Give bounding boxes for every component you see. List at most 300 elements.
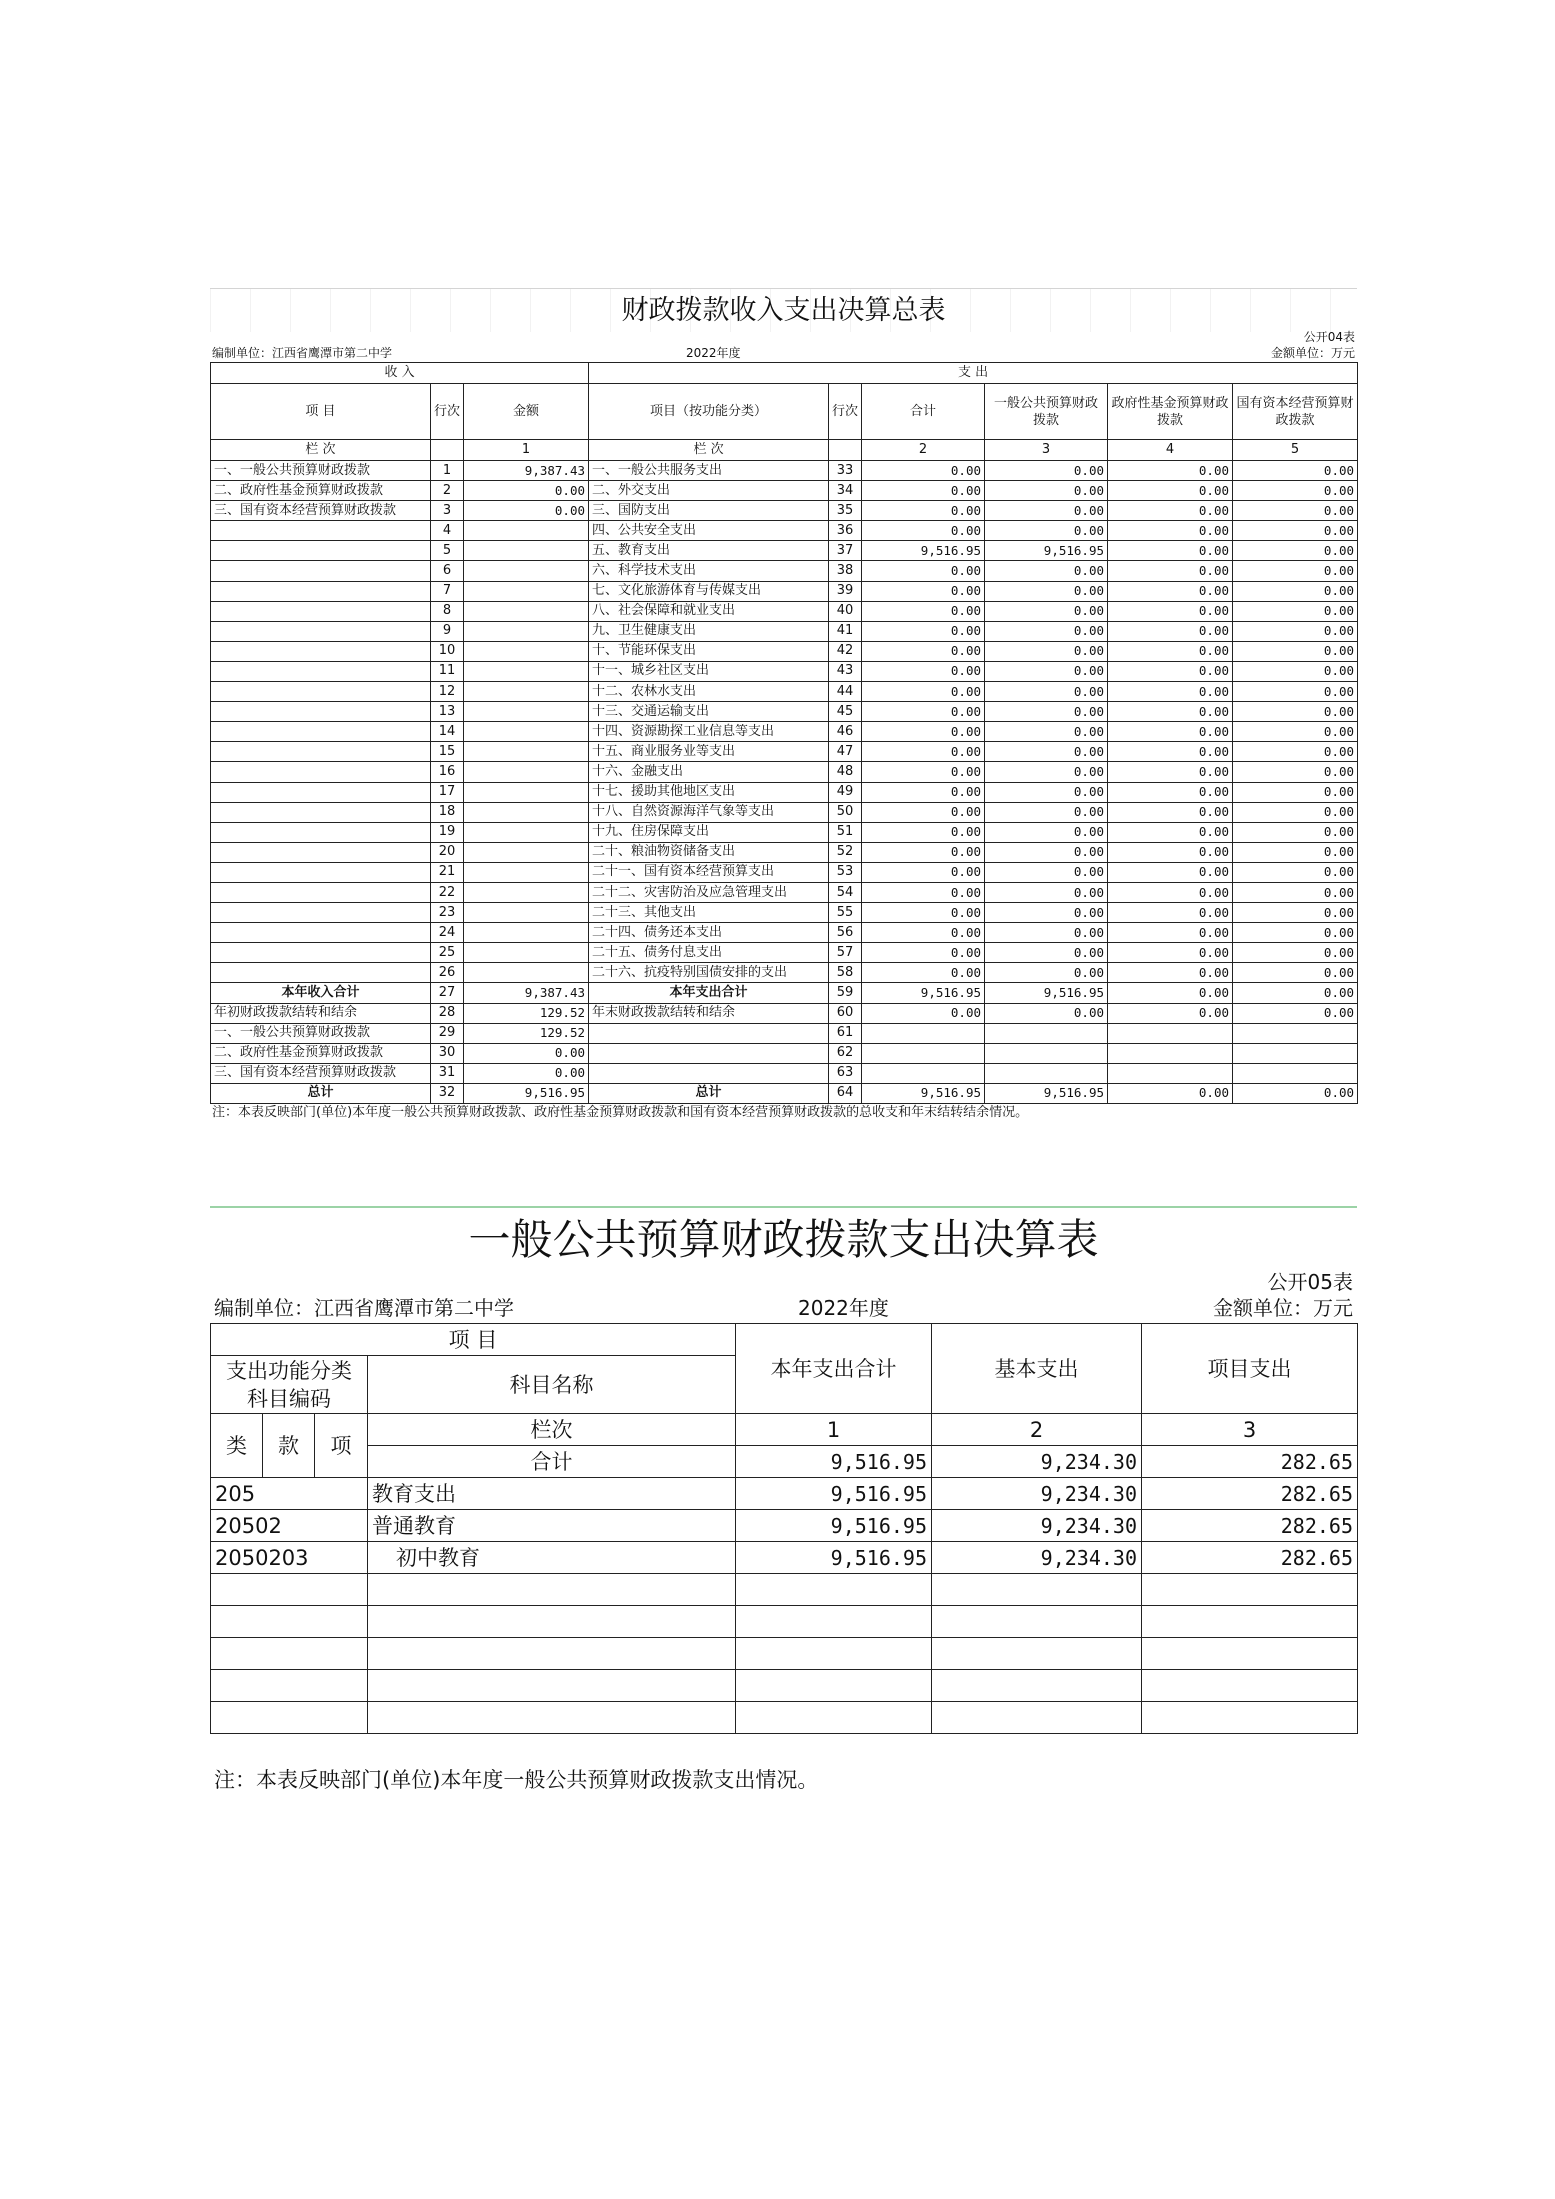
expense-item: 一、一般公共服务支出: [589, 461, 829, 481]
expense-item: 二十六、抗疫特别国债安排的支出: [589, 963, 829, 983]
expense-line-no: 57: [829, 943, 862, 963]
state-capital-value: [1233, 1043, 1358, 1063]
expense-item: [589, 1023, 829, 1043]
income-item: [211, 702, 431, 722]
xiang-header: 项: [315, 1414, 368, 1478]
state-capital-value: 0.00: [1233, 943, 1358, 963]
gov-fund-value: 0.00: [1108, 521, 1233, 541]
subject-name: 教育支出: [368, 1478, 736, 1510]
income-item: [211, 943, 431, 963]
expense-total: [862, 1043, 985, 1063]
income-line-no: 12: [431, 682, 464, 702]
income-line-no: 3: [431, 501, 464, 521]
table-row: [211, 661, 1358, 681]
table-row: [211, 1510, 1358, 1542]
income-line-no: 10: [431, 641, 464, 661]
empty-cell: [368, 1702, 736, 1734]
expense-line-no: 64: [829, 1083, 862, 1103]
general-budget-value: 0.00: [985, 1003, 1108, 1023]
general-budget-value: 0.00: [985, 581, 1108, 601]
expense-total: 0.00: [862, 842, 985, 862]
row-project: 282.65: [1142, 1478, 1358, 1510]
column-number: 2: [932, 1414, 1142, 1446]
income-amount: [464, 862, 589, 882]
state-capital-value: 0.00: [1233, 722, 1358, 742]
table-row: [211, 882, 1358, 902]
income-item: 二、政府性基金预算财政拨款: [211, 481, 431, 501]
income-item: [211, 762, 431, 782]
expense-total: 0.00: [862, 621, 985, 641]
table-row: [211, 943, 1358, 963]
income-line-no: 25: [431, 943, 464, 963]
table-row: [211, 742, 1358, 762]
income-item: 二、政府性基金预算财政拨款: [211, 1043, 431, 1063]
column-number: 3: [1142, 1414, 1358, 1446]
expense-total: 0.00: [862, 782, 985, 802]
income-amount: [464, 842, 589, 862]
summary-table: [210, 362, 1358, 1104]
general-budget-value: 0.00: [985, 903, 1108, 923]
general-budget-value: 0.00: [985, 661, 1108, 681]
state-capital-value: 0.00: [1233, 521, 1358, 541]
income-item: 总计: [211, 1083, 431, 1103]
state-capital-value: 0.00: [1233, 561, 1358, 581]
table-row: [211, 722, 1358, 742]
expense-item: 七、文化旅游体育与传媒支出: [589, 581, 829, 601]
subject-name-header: 科目名称: [368, 1356, 736, 1414]
gov-fund-value: 0.00: [1108, 581, 1233, 601]
expense-total: 0.00: [862, 742, 985, 762]
expense-total: 0.00: [862, 762, 985, 782]
expense-item: 十、节能环保支出: [589, 641, 829, 661]
row-basic: 9,234.30: [932, 1478, 1142, 1510]
expense-item: [589, 1063, 829, 1083]
income-item: [211, 802, 431, 822]
general-budget-value: 0.00: [985, 822, 1108, 842]
table-row: [211, 822, 1358, 842]
income-item: [211, 882, 431, 902]
expense-total: 9,516.95: [862, 541, 985, 561]
expense-item: 二十二、灾害防治及应急管理支出: [589, 882, 829, 902]
income-line-no: 26: [431, 963, 464, 983]
gov-fund-value: 0.00: [1108, 682, 1233, 702]
income-line-no: 6: [431, 561, 464, 581]
income-item: 年初财政拨款结转和结余: [211, 1003, 431, 1023]
expense-line-no: 60: [829, 1003, 862, 1023]
income-amount: [464, 702, 589, 722]
empty-cell: [1142, 1702, 1358, 1734]
gov-fund-value: [1108, 1043, 1233, 1063]
income-line-no: 24: [431, 923, 464, 943]
column-number: 4: [1108, 440, 1233, 461]
expense-total: 0.00: [862, 561, 985, 581]
gov-fund-value: 0.00: [1108, 1003, 1233, 1023]
expense-line-no: 55: [829, 903, 862, 923]
income-amount: [464, 722, 589, 742]
income-amount: [464, 581, 589, 601]
income-amount: [464, 541, 589, 561]
expense-line-no: 61: [829, 1023, 862, 1043]
table-row: [211, 1542, 1358, 1574]
row-total: 9,516.95: [736, 1510, 932, 1542]
general-budget-header: 一般公共预算财政拨款: [985, 384, 1108, 440]
expense-line-no: 41: [829, 621, 862, 641]
general-budget-value: [985, 1063, 1108, 1083]
subject-name: 初中教育: [368, 1542, 736, 1574]
income-line-no: 27: [431, 983, 464, 1003]
expense-total: 0.00: [862, 1003, 985, 1023]
row-basic: 9,234.30: [932, 1510, 1142, 1542]
expense-item: 二、外交支出: [589, 481, 829, 501]
state-capital-header: 国有资本经营预算财政拨款: [1233, 384, 1358, 440]
general-budget-value: 0.00: [985, 561, 1108, 581]
sum-project: 282.65: [1142, 1446, 1358, 1478]
expense-item: 二十、粮油物资储备支出: [589, 842, 829, 862]
income-amount: 9,387.43: [464, 983, 589, 1003]
general-budget-value: 0.00: [985, 963, 1108, 983]
income-line-no: 32: [431, 1083, 464, 1103]
income-amount: 129.52: [464, 1023, 589, 1043]
general-budget-value: 9,516.95: [985, 983, 1108, 1003]
amount-unit: 金额单位：万元: [1270, 346, 1355, 360]
subject-name: 普通教育: [368, 1510, 736, 1542]
expense-total: 0.00: [862, 722, 985, 742]
general-budget-value: [985, 1043, 1108, 1063]
lei-header: 类: [211, 1414, 263, 1478]
general-budget-value: 0.00: [985, 742, 1108, 762]
income-item: [211, 521, 431, 541]
general-budget-value: 0.00: [985, 882, 1108, 902]
income-amount: [464, 621, 589, 641]
expense-line-no: 58: [829, 963, 862, 983]
general-budget-value: 0.00: [985, 682, 1108, 702]
income-amount: [464, 963, 589, 983]
column-number: 1: [736, 1414, 932, 1446]
table-row: [211, 1023, 1358, 1043]
expense-total: 0.00: [862, 601, 985, 621]
column-number: 2: [862, 440, 985, 461]
state-capital-value: 0.00: [1233, 822, 1358, 842]
income-line-no: 11: [431, 661, 464, 681]
state-capital-value: 0.00: [1233, 742, 1358, 762]
table-row: [211, 762, 1358, 782]
general-budget-value: 9,516.95: [985, 1083, 1108, 1103]
income-line-no: 8: [431, 601, 464, 621]
income-amount: [464, 943, 589, 963]
expense-line-no: 56: [829, 923, 862, 943]
table-row: [211, 521, 1358, 541]
item-header: 项 目: [211, 1324, 736, 1356]
state-capital-value: 0.00: [1233, 481, 1358, 501]
expense-total: [862, 1063, 985, 1083]
income-item: [211, 822, 431, 842]
income-header: 收 入: [211, 363, 589, 384]
table-row: [211, 561, 1358, 581]
sheet-title: 一般公共预算财政拨款支出决算表: [210, 1206, 1357, 1272]
table-row: [211, 541, 1358, 561]
income-item: [211, 742, 431, 762]
gov-fund-value: 0.00: [1108, 882, 1233, 902]
table-row: [211, 1063, 1358, 1083]
expense-line-no: 40: [829, 601, 862, 621]
empty-cell: [211, 1670, 368, 1702]
income-item: [211, 561, 431, 581]
income-amount: [464, 561, 589, 581]
income-line-no: 23: [431, 903, 464, 923]
state-capital-value: 0.00: [1233, 682, 1358, 702]
gov-fund-value: 0.00: [1108, 641, 1233, 661]
empty-cell: [1142, 1638, 1358, 1670]
expense-line-no: 45: [829, 702, 862, 722]
gov-fund-value: 0.00: [1108, 822, 1233, 842]
state-capital-value: 0.00: [1233, 461, 1358, 481]
sum-total: 9,516.95: [736, 1446, 932, 1478]
gov-fund-value: 0.00: [1108, 923, 1233, 943]
empty-cell: [211, 1702, 368, 1734]
table-number: 公开04表: [1303, 330, 1355, 344]
general-budget-value: 0.00: [985, 802, 1108, 822]
gov-fund-value: 0.00: [1108, 983, 1233, 1003]
row-total: 9,516.95: [736, 1478, 932, 1510]
state-capital-value: 0.00: [1233, 882, 1358, 902]
expense-total: 0.00: [862, 963, 985, 983]
sum-basic: 9,234.30: [932, 1446, 1142, 1478]
column-number: 3: [985, 440, 1108, 461]
expense-line-no: 34: [829, 481, 862, 501]
income-line-no: 2: [431, 481, 464, 501]
income-line-no: 28: [431, 1003, 464, 1023]
income-amount: 129.52: [464, 1003, 589, 1023]
expense-item: 年末财政拨款结转和结余: [589, 1003, 829, 1023]
gov-fund-value: 0.00: [1108, 702, 1233, 722]
expense-line-no: 43: [829, 661, 862, 681]
expense-line-no: 46: [829, 722, 862, 742]
expense-item: 二十四、债务还本支出: [589, 923, 829, 943]
income-line-no: 18: [431, 802, 464, 822]
empty-row: [211, 1670, 1358, 1702]
state-capital-value: 0.00: [1233, 1083, 1358, 1103]
expense-line-no: 33: [829, 461, 862, 481]
table-row: [211, 802, 1358, 822]
expense-item: 十七、援助其他地区支出: [589, 782, 829, 802]
expense-item: 二十一、国有资本经营预算支出: [589, 862, 829, 882]
income-item: 三、国有资本经营预算财政拨款: [211, 501, 431, 521]
income-item: 本年收入合计: [211, 983, 431, 1003]
expense-total: 0.00: [862, 682, 985, 702]
income-amount: [464, 641, 589, 661]
empty-cell: [368, 1574, 736, 1606]
expense-line-no: 36: [829, 521, 862, 541]
sum-label: 合计: [368, 1446, 736, 1478]
general-budget-value: 9,516.95: [985, 541, 1108, 561]
income-amount: [464, 882, 589, 902]
state-capital-value: 0.00: [1233, 702, 1358, 722]
table-row: [211, 581, 1358, 601]
expense-total: 0.00: [862, 943, 985, 963]
empty-cell: [368, 1606, 736, 1638]
income-amount: [464, 661, 589, 681]
income-line-no: 22: [431, 882, 464, 902]
income-amount-header: 金额: [464, 384, 589, 440]
table-number: 公开05表: [1267, 1270, 1353, 1294]
expense-total: 0.00: [862, 802, 985, 822]
general-budget-value: 0.00: [985, 943, 1108, 963]
table-row: [211, 983, 1358, 1003]
income-item: [211, 661, 431, 681]
state-capital-value: 0.00: [1233, 762, 1358, 782]
expense-item: 本年支出合计: [589, 983, 829, 1003]
expense-item: 十四、资源勘探工业信息等支出: [589, 722, 829, 742]
lanci-label: 栏次: [368, 1414, 736, 1446]
gov-fund-value: 0.00: [1108, 1083, 1233, 1103]
expense-line-no: 51: [829, 822, 862, 842]
table-row: [211, 1083, 1358, 1103]
gov-fund-value: 0.00: [1108, 782, 1233, 802]
state-capital-value: 0.00: [1233, 862, 1358, 882]
expense-total: 9,516.95: [862, 983, 985, 1003]
state-capital-value: 0.00: [1233, 1003, 1358, 1023]
expense-line-no: 62: [829, 1043, 862, 1063]
income-amount: [464, 742, 589, 762]
subject-code: 2050203: [211, 1542, 368, 1574]
gov-fund-value: 0.00: [1108, 943, 1233, 963]
empty-cell: [736, 1670, 932, 1702]
table-row: [211, 501, 1358, 521]
general-budget-value: 0.00: [985, 862, 1108, 882]
state-capital-value: 0.00: [1233, 581, 1358, 601]
table-row: [211, 621, 1358, 641]
state-capital-value: 0.00: [1233, 621, 1358, 641]
state-capital-value: 0.00: [1233, 983, 1358, 1003]
empty-cell: [211, 1606, 368, 1638]
empty-cell: [932, 1670, 1142, 1702]
state-capital-value: 0.00: [1233, 903, 1358, 923]
income-item: [211, 903, 431, 923]
income-amount: [464, 682, 589, 702]
subject-code: 205: [211, 1478, 368, 1510]
compiling-unit: 编制单位：江西省鹰潭市第二中学: [214, 1296, 514, 1320]
table-row: [211, 702, 1358, 722]
income-item: [211, 722, 431, 742]
empty-cell: [368, 1670, 736, 1702]
expense-line-no: 39: [829, 581, 862, 601]
income-amount: [464, 521, 589, 541]
table-row: [211, 963, 1358, 983]
empty-cell: [932, 1574, 1142, 1606]
expense-total: 0.00: [862, 822, 985, 842]
expense-total: 0.00: [862, 461, 985, 481]
income-item: [211, 581, 431, 601]
expense-item: 十六、金融支出: [589, 762, 829, 782]
income-line-no: 29: [431, 1023, 464, 1043]
expense-line-no: 49: [829, 782, 862, 802]
table-row: [211, 682, 1358, 702]
state-capital-value: [1233, 1023, 1358, 1043]
income-line-no-header: 行次: [431, 384, 464, 440]
general-budget-value: [985, 1023, 1108, 1043]
expense-item: 总计: [589, 1083, 829, 1103]
general-budget-value: 0.00: [985, 762, 1108, 782]
income-amount: 9,387.43: [464, 461, 589, 481]
income-line-no: 14: [431, 722, 464, 742]
expense-total: 0.00: [862, 501, 985, 521]
table-row: [211, 481, 1358, 501]
expense-item: 十二、农林水支出: [589, 682, 829, 702]
gov-fund-value: 0.00: [1108, 742, 1233, 762]
table-row: [211, 601, 1358, 621]
expense-line-no: 63: [829, 1063, 862, 1083]
state-capital-value: 0.00: [1233, 923, 1358, 943]
kuan-header: 款: [263, 1414, 315, 1478]
general-budget-value: 0.00: [985, 923, 1108, 943]
general-budget-value: 0.00: [985, 521, 1108, 541]
table-note: 注：本表反映部门(单位)本年度一般公共预算财政拨款支出情况。: [214, 1768, 819, 1792]
income-item: [211, 601, 431, 621]
gov-fund-value: 0.00: [1108, 561, 1233, 581]
expense-item: 九、卫生健康支出: [589, 621, 829, 641]
amount-unit: 金额单位：万元: [1213, 1296, 1353, 1320]
expense-item: 十九、住房保障支出: [589, 822, 829, 842]
general-budget-value: 0.00: [985, 601, 1108, 621]
empty-cell: [932, 1606, 1142, 1638]
expense-total: 0.00: [862, 882, 985, 902]
total-header: 本年支出合计: [736, 1324, 932, 1414]
income-amount: 9,516.95: [464, 1083, 589, 1103]
table-note: 注：本表反映部门(单位)本年度一般公共预算财政拨款、政府性基金预算财政拨款和国有资本经营预算财政拨款的总收支和年末结转结余情况。: [212, 1105, 1029, 1120]
empty-row: [211, 1606, 1358, 1638]
expense-item: 三、国防支出: [589, 501, 829, 521]
general-budget-expense-sheet: [210, 1206, 1357, 1821]
basic-header: 基本支出: [932, 1324, 1142, 1414]
income-line-no: 31: [431, 1063, 464, 1083]
expense-line-no: 44: [829, 682, 862, 702]
general-budget-value: 0.00: [985, 842, 1108, 862]
income-line-no: 7: [431, 581, 464, 601]
state-capital-value: 0.00: [1233, 842, 1358, 862]
general-budget-value: 0.00: [985, 782, 1108, 802]
empty-row: [211, 1638, 1358, 1670]
gov-fund-value: 0.00: [1108, 601, 1233, 621]
table-row: [211, 903, 1358, 923]
column-number: 5: [1233, 440, 1358, 461]
income-item: 一、一般公共预算财政拨款: [211, 461, 431, 481]
table-row: [211, 923, 1358, 943]
expense-total: [862, 1023, 985, 1043]
income-item: [211, 641, 431, 661]
expense-total: 0.00: [862, 481, 985, 501]
income-amount: [464, 822, 589, 842]
gov-fund-value: 0.00: [1108, 621, 1233, 641]
expense-item: 十三、交通运输支出: [589, 702, 829, 722]
income-amount: 0.00: [464, 1063, 589, 1083]
compiling-unit: 编制单位：江西省鹰潭市第二中学: [212, 346, 393, 360]
func-code-header: 支出功能分类科目编码: [211, 1356, 368, 1414]
row-project: 282.65: [1142, 1542, 1358, 1574]
sheet-title: 财政拨款收入支出决算总表: [210, 288, 1357, 333]
expense-item: 六、科学技术支出: [589, 561, 829, 581]
expense-item: 十五、商业服务业等支出: [589, 742, 829, 762]
expense-table: [210, 1323, 1358, 1734]
gov-fund-header: 政府性基金预算财政拨款: [1108, 384, 1233, 440]
empty-cell: [1142, 1606, 1358, 1638]
income-amount: [464, 802, 589, 822]
income-amount: [464, 762, 589, 782]
income-line-no: 16: [431, 762, 464, 782]
income-item: [211, 862, 431, 882]
general-budget-value: 0.00: [985, 501, 1108, 521]
income-amount: 0.00: [464, 481, 589, 501]
expense-line-no: 59: [829, 983, 862, 1003]
